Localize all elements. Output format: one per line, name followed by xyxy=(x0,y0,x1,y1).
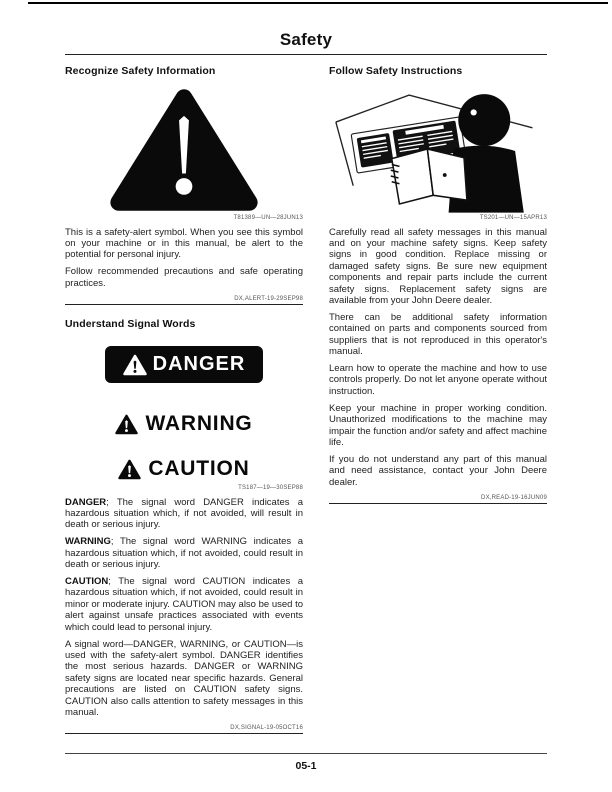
section-divider xyxy=(65,733,303,734)
reference-code: DX,ALERT-19-29SEP98 xyxy=(234,296,303,303)
signal-word-lead: DANGER xyxy=(65,496,107,508)
reference-code: DX,READ-19-16JUN09 xyxy=(481,495,547,502)
signal-word-lead: CAUTION xyxy=(65,575,109,587)
page-footer xyxy=(65,753,547,772)
paragraph: There can be additional safety information contained on parts and components sourced from suppliers that is not reproduced in this operator's manual. xyxy=(329,311,547,358)
paragraph: Carefully read all safety messages in this manual and on your machine safety signs. Keep safety signs in good condition. Replace missing or damaged safety signs. Be sure new equipment components and repair parts include the current safety signs. Replacement safety signs are available from your John Deere dealer. xyxy=(329,226,547,306)
safety-alert-symbol-figure xyxy=(65,87,303,221)
paragraph xyxy=(65,497,303,531)
reference-code: DX,SIGNAL-19-05OCT16 xyxy=(230,725,303,732)
figure-caption: TS201—UN—15APR13 xyxy=(479,215,547,221)
warning-sign xyxy=(65,412,303,436)
paragraph xyxy=(65,576,303,633)
footer-divider xyxy=(65,753,547,754)
signal-words-figure xyxy=(65,346,303,491)
paragraph-text: ; The signal word CAUTION indicates a hazardous situation which, if not avoided, could result in minor or moderate injury. CAUTION may also be used to alert against unsafe practices associated with events which could lead to personal injury. xyxy=(65,575,303,633)
paragraph: If you do not understand any part of this manual and need assistance, contact your John Deere dealer. xyxy=(329,453,547,488)
section-divider xyxy=(65,304,303,305)
paragraph: Learn how to operate the machine and how to use controls properly. Do not let anyone operate without instruction. xyxy=(329,362,547,397)
paragraph xyxy=(65,639,303,719)
section-heading-follow-safety-instructions: Follow Safety Instructions xyxy=(329,65,463,77)
signal-word-lead: WARNING xyxy=(65,536,111,548)
section-heading-recognize-safety-information: Recognize Safety Information xyxy=(65,65,216,77)
page-top-border xyxy=(28,2,608,4)
section-divider xyxy=(329,503,547,504)
alert-triangle-icon xyxy=(108,87,260,213)
paragraph: Keep your machine in proper working condition. Unauthorized modifications to the machine may impair the function and/or safety and affect machine life. xyxy=(329,402,547,448)
danger-sign xyxy=(105,346,263,383)
page-title: Safety xyxy=(279,30,333,49)
page-number: 05-1 xyxy=(295,760,317,772)
two-column-content xyxy=(0,55,612,734)
warning-triangle-icon xyxy=(118,459,141,480)
danger-sign-label: DANGER xyxy=(152,353,246,376)
warning-triangle-icon xyxy=(123,354,147,376)
paragraph xyxy=(65,536,303,570)
left-column xyxy=(65,55,303,734)
warning-triangle-icon xyxy=(115,414,138,435)
section-heading-understand-signal-words: Understand Signal Words xyxy=(65,318,196,331)
figure-caption: T81389—UN—28JUN13 xyxy=(233,215,303,221)
paragraph-text: ; The signal word WARNING indicates a hazardous situation which, if not avoided, could result in death or serious injury. xyxy=(65,536,303,571)
paragraph: Follow recommended precautions and safe operating practices. xyxy=(65,266,303,289)
right-column xyxy=(329,55,547,734)
paragraph: This is a safety-alert symbol. When you see this symbol on your machine or in this manual, be alert to the potential for personal injury. xyxy=(65,226,303,261)
paragraph-text: ; The signal word DANGER indicates a hazardous situation which, if not avoided, will result in death or serious injury. xyxy=(65,496,303,531)
reading-manual-figure xyxy=(329,87,547,221)
caution-sign-label: CAUTION xyxy=(148,457,250,481)
figure-caption: TS187—19—30SEP88 xyxy=(238,485,303,492)
caution-sign xyxy=(65,457,303,481)
person-reading-manual-illustration xyxy=(332,87,544,213)
paragraph-text: A signal word—DANGER, WARNING, or CAUTION—is used with the safety-alert symbol. DANGER identifies the most serious hazards. DANGER or WARNING safety signs are located near specific hazards. General precautions are listed on CAUTION safety signs. CAUTION also calls attention to safety messages in this manual. xyxy=(65,638,303,718)
warning-sign-label: WARNING xyxy=(145,412,253,436)
